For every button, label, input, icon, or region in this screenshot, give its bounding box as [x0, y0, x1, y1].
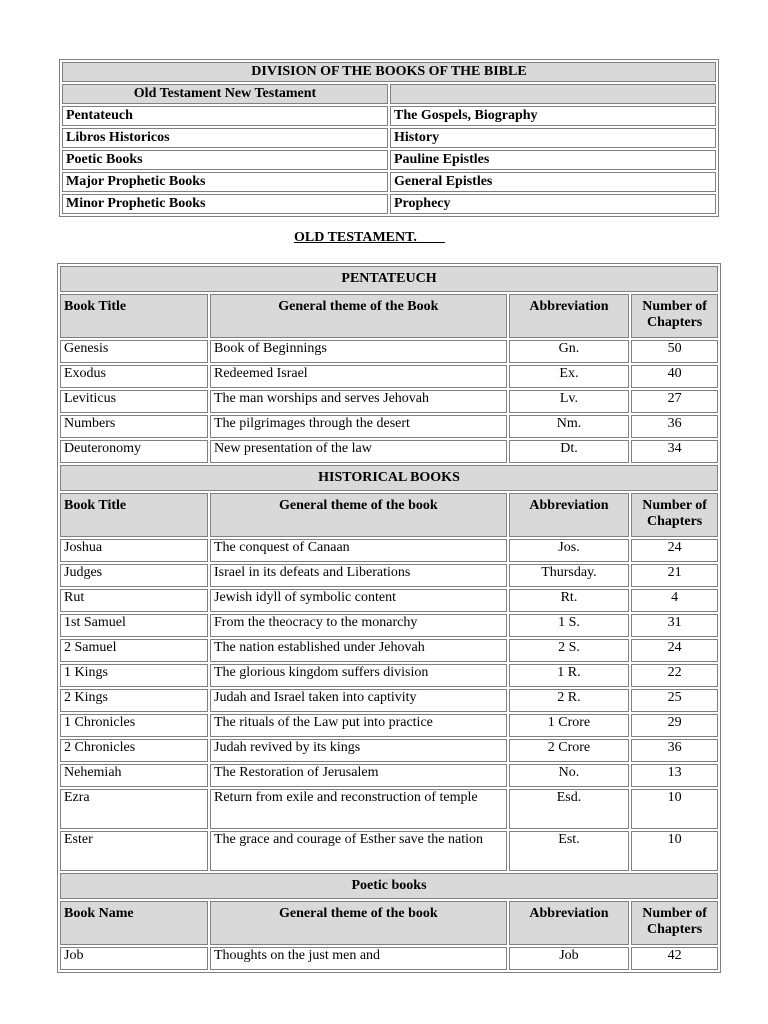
old-testament-group: Libros Historicos [62, 128, 388, 148]
table-row [60, 714, 718, 737]
table-row [60, 539, 718, 562]
book-theme: The grace and courage of Esther save the nation [210, 831, 507, 871]
pentateuch-column-header: General theme of the Book [210, 294, 507, 338]
book-theme: The rituals of the Law put into practice [210, 714, 507, 737]
book-title: Ezra [60, 789, 208, 829]
book-title: Judges [60, 564, 208, 587]
book-theme: Book of Beginnings [210, 340, 507, 363]
table-row [60, 340, 718, 363]
old-testament-group: Poetic Books [62, 150, 388, 170]
historical-column-header: Abbreviation [509, 493, 630, 537]
book-theme: Judah revived by its kings [210, 739, 507, 762]
poetic-section-title: Poetic books [60, 873, 718, 899]
book-abbreviation: Ex. [509, 365, 630, 388]
book-title: 1st Samuel [60, 614, 208, 637]
table-row [60, 564, 718, 587]
division-title: DIVISION OF THE BOOKS OF THE BIBLE [62, 62, 716, 82]
book-theme: The glorious kingdom suffers division [210, 664, 507, 687]
chapter-count: 27 [631, 390, 718, 413]
chapter-count: 24 [631, 639, 718, 662]
chapter-count: 34 [631, 440, 718, 463]
old-testament-heading: OLD TESTAMENT. [294, 230, 445, 245]
book-title: Ester [60, 831, 208, 871]
book-theme: The Restoration of Jerusalem [210, 764, 507, 787]
poetic-column-header: Abbreviation [509, 901, 630, 945]
chapter-count: 31 [631, 614, 718, 637]
book-title: Rut [60, 589, 208, 612]
chapter-count: 10 [631, 789, 718, 829]
book-theme: New presentation of the law [210, 440, 507, 463]
book-abbreviation: Rt. [509, 589, 630, 612]
historical-column-header: Number of Chapters [631, 493, 718, 537]
chapter-count: 29 [631, 714, 718, 737]
book-theme: Return from exile and reconstruction of temple [210, 789, 507, 829]
book-abbreviation: Dt. [509, 440, 630, 463]
book-title: Nehemiah [60, 764, 208, 787]
new-testament-group: Pauline Epistles [390, 150, 716, 170]
book-abbreviation: Lv. [509, 390, 630, 413]
pentateuch-section-title: PENTATEUCH [60, 266, 718, 292]
chapter-count: 50 [631, 340, 718, 363]
division-subheader-right [390, 84, 716, 104]
book-abbreviation: 2 S. [509, 639, 630, 662]
book-abbreviation: Est. [509, 831, 630, 871]
historical-column-header: Book Title [60, 493, 208, 537]
chapter-count: 40 [631, 365, 718, 388]
book-abbreviation: 1 R. [509, 664, 630, 687]
poetic-column-header: General theme of the book [210, 901, 507, 945]
pentateuch-column-header: Abbreviation [509, 294, 630, 338]
poetic-column-header: Book Name [60, 901, 208, 945]
chapter-count: 13 [631, 764, 718, 787]
historical-section-title: HISTORICAL BOOKS [60, 465, 718, 491]
division-table [59, 59, 719, 217]
table-row [60, 789, 718, 829]
book-abbreviation: 2 Crore [509, 739, 630, 762]
book-title: Job [60, 947, 208, 970]
book-theme: The nation established under Jehovah [210, 639, 507, 662]
table-row [60, 614, 718, 637]
historical-column-header: General theme of the book [210, 493, 507, 537]
book-abbreviation: 1 S. [509, 614, 630, 637]
old-testament-group: Pentateuch [62, 106, 388, 126]
new-testament-group: Prophecy [390, 194, 716, 214]
table-row [60, 589, 718, 612]
book-title: 2 Samuel [60, 639, 208, 662]
book-theme: Jewish idyll of symbolic content [210, 589, 507, 612]
book-abbreviation: Thursday. [509, 564, 630, 587]
table-row [60, 415, 718, 438]
chapter-count: 42 [631, 947, 718, 970]
book-title: Numbers [60, 415, 208, 438]
chapter-count: 36 [631, 415, 718, 438]
book-theme: The man worships and serves Jehovah [210, 390, 507, 413]
book-title: Leviticus [60, 390, 208, 413]
book-theme: The pilgrimages through the desert [210, 415, 507, 438]
book-title: Joshua [60, 539, 208, 562]
new-testament-group: History [390, 128, 716, 148]
chapter-count: 22 [631, 664, 718, 687]
new-testament-group: General Epistles [390, 172, 716, 192]
chapter-count: 21 [631, 564, 718, 587]
table-row [60, 739, 718, 762]
book-theme: Thoughts on the just men and [210, 947, 507, 970]
chapter-count: 4 [631, 589, 718, 612]
book-theme: Judah and Israel taken into captivity [210, 689, 507, 712]
book-abbreviation: No. [509, 764, 630, 787]
book-theme: The conquest of Canaan [210, 539, 507, 562]
book-title: 1 Kings [60, 664, 208, 687]
division-subheader-left: Old Testament New Testament [62, 84, 388, 104]
old-testament-group: Minor Prophetic Books [62, 194, 388, 214]
old-testament-books-table [57, 263, 721, 973]
book-title: 2 Chronicles [60, 739, 208, 762]
book-title: Genesis [60, 340, 208, 363]
chapter-count: 25 [631, 689, 718, 712]
chapter-count: 36 [631, 739, 718, 762]
book-theme: Israel in its defeats and Liberations [210, 564, 507, 587]
table-row [60, 831, 718, 871]
chapter-count: 24 [631, 539, 718, 562]
book-abbreviation: Esd. [509, 789, 630, 829]
book-title: Deuteronomy [60, 440, 208, 463]
old-testament-group: Major Prophetic Books [62, 172, 388, 192]
book-theme: From the theocracy to the monarchy [210, 614, 507, 637]
book-abbreviation: Nm. [509, 415, 630, 438]
table-row [60, 390, 718, 413]
pentateuch-column-header: Book Title [60, 294, 208, 338]
book-theme: Redeemed Israel [210, 365, 507, 388]
book-abbreviation: 2 R. [509, 689, 630, 712]
book-title: Exodus [60, 365, 208, 388]
chapter-count: 10 [631, 831, 718, 871]
book-abbreviation: Job [509, 947, 630, 970]
pentateuch-column-header: Number of Chapters [631, 294, 718, 338]
table-row [60, 639, 718, 662]
book-abbreviation: Gn. [509, 340, 630, 363]
table-row [60, 764, 718, 787]
table-row [60, 689, 718, 712]
table-row [60, 440, 718, 463]
book-title: 2 Kings [60, 689, 208, 712]
table-row [60, 947, 718, 970]
table-row [60, 664, 718, 687]
book-title: 1 Chronicles [60, 714, 208, 737]
table-row [60, 365, 718, 388]
new-testament-group: The Gospels, Biography [390, 106, 716, 126]
book-abbreviation: 1 Crore [509, 714, 630, 737]
poetic-column-header: Number of Chapters [631, 901, 718, 945]
book-abbreviation: Jos. [509, 539, 630, 562]
